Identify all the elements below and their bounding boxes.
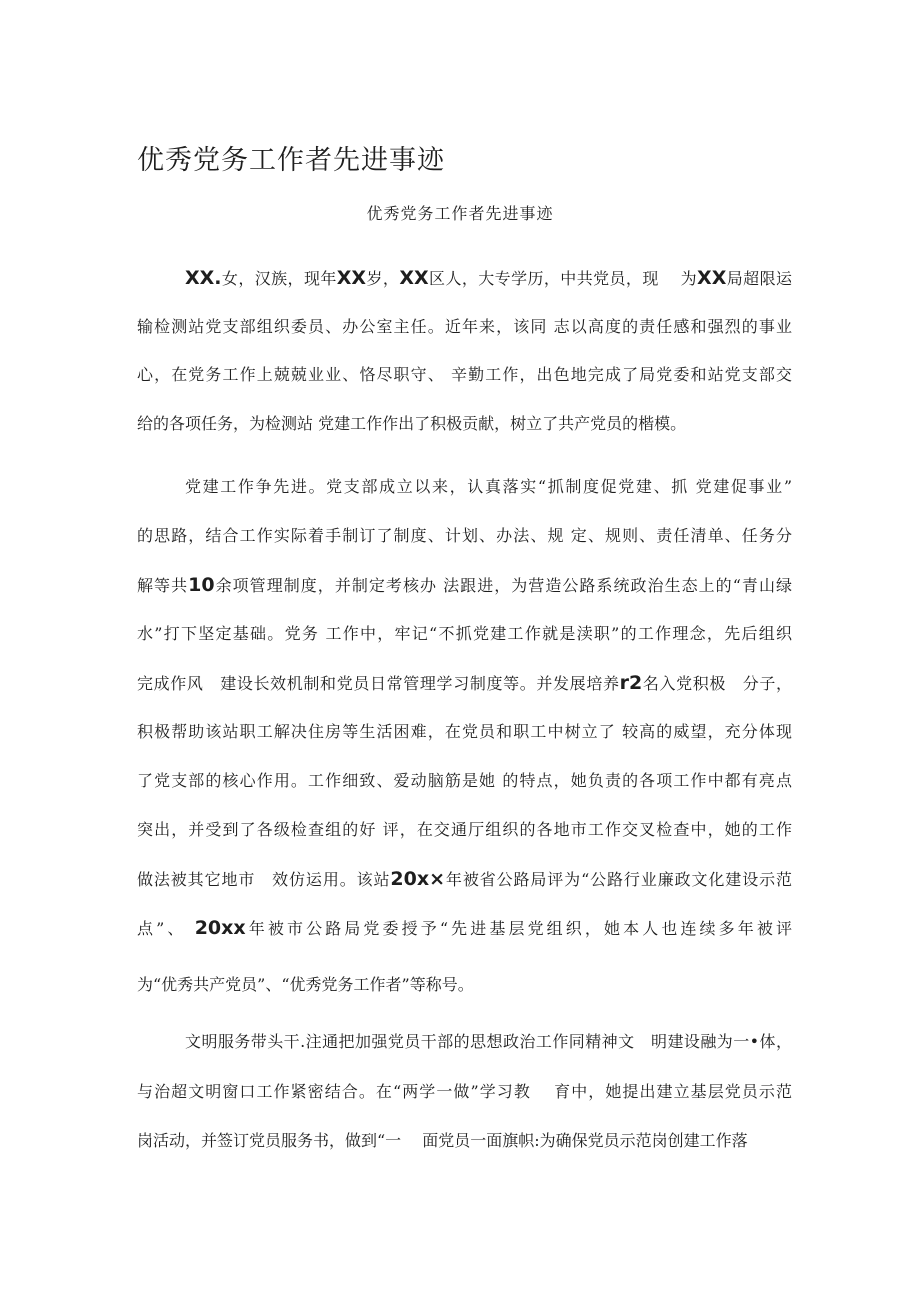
text-line [137,1080,792,1104]
bold-text-run: 10 [188,574,215,596]
document-title: 优秀党务工作者先进事迹 [137,145,445,176]
text-run: 名入党积极 分子， [642,674,792,693]
text-run: 心，在党务工作上兢兢业业、恪尽职守、 辛勤工作，出色地完成了局党委和站党支部交 [137,365,792,384]
document-subtitle: 优秀党务工作者先进事迹 [366,204,554,223]
text-run: 点”、 [137,919,195,938]
text-run: 积极帮助该站职工解决住房等生活困难，在党员和职工中树立了 较高的威望，充分体现 [137,722,792,741]
text-line [137,363,792,387]
text-line [137,867,792,891]
text-line [137,573,792,597]
text-line [137,315,792,339]
bold-text-run: r2 [619,672,643,694]
text-run: 的思路，结合工作实际着手制订了制度、计划、办法、规 定、规则、责任清单、任务分 [137,526,792,545]
text-line [185,266,792,290]
text-line [137,916,792,940]
text-run: 水”打下坚定基础。党务 工作中，牢记“不抓党建工作就是渎职”的工作理念，先后组织 [137,624,792,643]
text-run: 岁， [366,269,400,288]
text-run: 做法被其它地市 效仿运用。该站 [137,870,391,889]
text-run: 输检测站党支部组织委员、办公室主任。近年来，该同 志以高度的责任感和强烈的事业 [137,317,792,336]
text-run: 区人，大专学历，中共党员，现 为 [428,269,698,288]
text-line [137,412,792,436]
text-run: 年被省公路局评为“公路行业廉政文化建设示范 [445,870,792,889]
text-run: 党建工作争先进。党支部成立以来，认真落实“抓制度促党建、抓 党建促事业” [185,477,792,496]
text-run: 为“优秀共产党员”、“优秀党务工作者”等称号。 [137,975,474,994]
text-run: 给的各项任务，为检测站 党建工作作出了积极贡献，树立了共产党员的楷模。 [137,414,687,433]
bold-text-run: XX. [185,267,222,289]
text-line [137,671,792,695]
text-line [137,818,792,842]
text-run: 岗活动，并签订党员服务书，做到“一 面党员一面旗帜:为确保党员示范岗创建工作落 [137,1131,748,1150]
text-run: 文明服务带头干.注通把加强党员干部的思想政治工作同精神文 明建设融为一•体， [185,1032,792,1051]
text-run: 解等共 [137,576,189,595]
bold-text-run: XX [336,267,367,289]
text-line [137,524,792,548]
bold-text-run: XX [697,267,727,289]
text-run: 与治超文明窗口工作紧密结合。在“两学一做”学习教 育中，她提出建立基层党员示范 [137,1082,792,1101]
text-line [137,622,792,646]
text-line [185,1030,792,1054]
bold-text-run: XX [399,267,429,289]
text-run: 局超限运 [726,269,792,288]
text-line [137,973,792,997]
text-line [137,769,792,793]
text-run: 了党支部的核心作用。工作细致、爱动脑筋是她 的特点，她负责的各项工作中都有亮点 [137,771,792,790]
text-line [137,1129,792,1153]
text-run: 余项管理制度，并制定考核办 法跟进，为营造公路系统政治生态上的“青山绿 [214,576,792,595]
bold-text-run: 20x× [390,868,446,890]
text-run: 完成作风 建设长效机制和党员日常管理学习制度等。并发展培养 [137,674,620,693]
bold-text-run: 20xx [194,917,246,939]
text-line [137,720,792,744]
text-run: 年被市公路局党委授予“先进基层党组织，她本人也连续多年被评 [245,919,792,938]
text-line [185,475,792,499]
text-run: 女，汉族，现年 [221,269,337,288]
text-run: 突出，并受到了各级检查组的好 评，在交通厅组织的各地市工作交叉检查中，她的工作 [137,820,792,839]
